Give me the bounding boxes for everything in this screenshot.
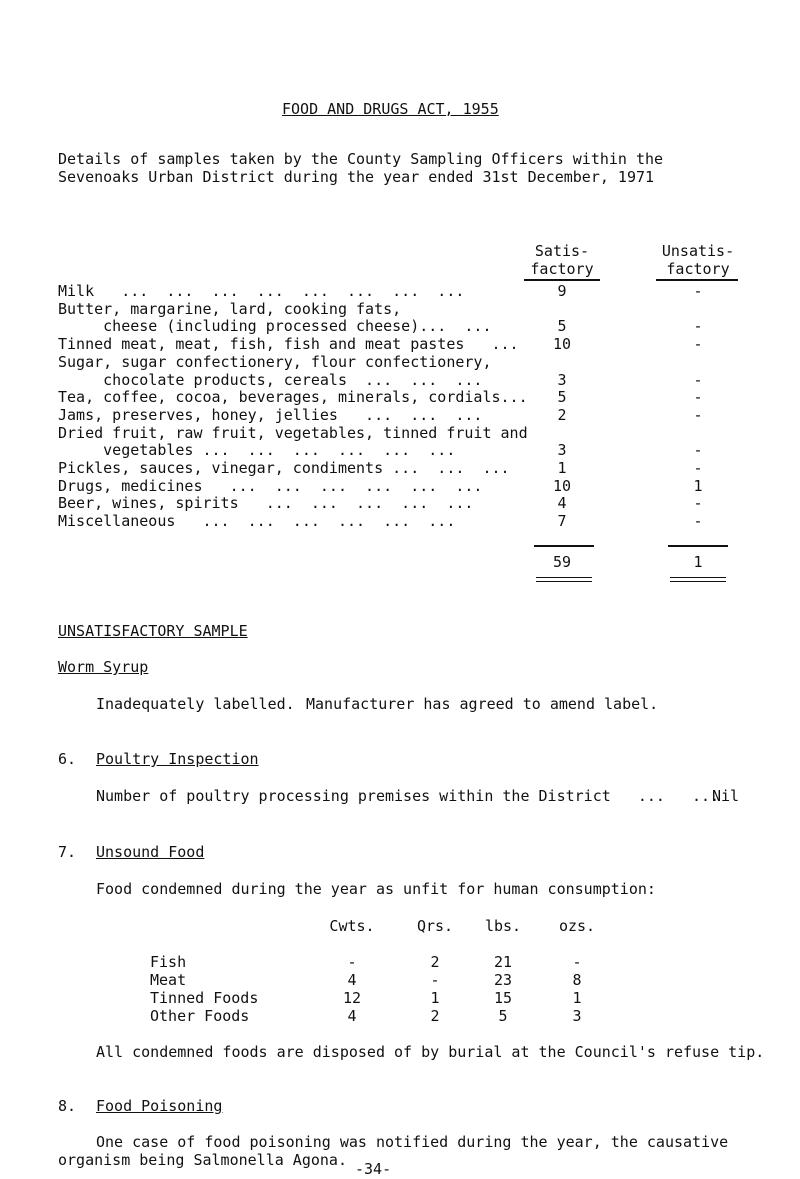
unsound-food-footer: All condemned foods are disposed of by burial at the Council's refuse tip.	[96, 1043, 765, 1061]
food-row-lbs: 23	[493, 971, 513, 989]
sample-row-unsatisfactory: -	[693, 512, 703, 531]
sample-row-satisfactory: 4	[557, 494, 567, 513]
sample-row-label: Beer, wines, spirits ... ... ... ... ...	[58, 494, 474, 513]
sample-row-unsatisfactory: 1	[693, 476, 703, 495]
food-row-qrs: 2	[430, 1007, 440, 1025]
food-row-lbs: 15	[493, 989, 513, 1007]
food-row-qrs: 1	[430, 989, 440, 1007]
header-satisfactory-underline	[524, 279, 600, 281]
sample-row-label: Tea, coffee, cocoa, beverages, minerals, cordials...	[58, 388, 528, 407]
sample-row-label: chocolate products, cereals ... ... ...	[58, 370, 483, 389]
sample-row-satisfactory: 3	[557, 441, 567, 460]
intro-line-1: Details of samples taken by the County Sampling Officers within the	[58, 150, 664, 168]
food-row-label: Other Foods	[150, 1007, 250, 1025]
sample-row-satisfactory: 9	[557, 282, 567, 300]
unsound-food-section-number: 7.	[58, 843, 77, 861]
food-row-cwts: 4	[347, 1007, 357, 1025]
food-poisoning-section-number: 8.	[58, 1097, 77, 1115]
sample-row-label: Dried fruit, raw fruit, vegetables, tinned fruit and	[58, 423, 528, 442]
sample-row-unsatisfactory: -	[693, 441, 703, 460]
sample-row-unsatisfactory: -	[693, 317, 703, 336]
food-row-ozs: 1	[572, 989, 582, 1007]
intro-line-2: Sevenoaks Urban District during the year ended 31st December, 1971	[58, 168, 655, 186]
sample-row-label: Miscellaneous ... ... ... ... ... ...	[58, 512, 456, 531]
food-row-ozs: 3	[572, 1007, 582, 1025]
unsatisfactory-sample-note-b: Manufacturer has agreed to amend label.	[306, 695, 659, 713]
page-title: FOOD AND DRUGS ACT, 1955	[282, 100, 499, 118]
food-poisoning-heading: Food Poisoning	[96, 1097, 223, 1115]
poultry-text: Number of poultry processing premises within the District ... ...	[96, 787, 720, 805]
sample-row-satisfactory: 2	[557, 405, 567, 424]
food-row-label: Tinned Foods	[150, 989, 259, 1007]
unsatisfactory-sample-note-a: Inadequately labelled.	[96, 695, 295, 713]
sample-row-satisfactory: 10	[552, 476, 572, 495]
sample-row-unsatisfactory: -	[693, 335, 703, 354]
unsound-food-intro: Food condemned during the year as unfit for human consumption:	[96, 880, 656, 898]
sample-row-label: Milk ... ... ... ... ... ... ... ...	[58, 282, 465, 300]
column-qrs: Qrs.	[416, 917, 454, 935]
header-unsatisfactory-underline	[656, 279, 738, 281]
sample-row-label: cheese (including processed cheese)... ...	[58, 317, 492, 336]
column-cwts: Cwts.	[329, 917, 375, 935]
food-row-cwts: -	[347, 953, 357, 971]
sample-row-satisfactory: 7	[557, 512, 567, 531]
sample-row-label: vegetables ... ... ... ... ... ...	[58, 441, 456, 460]
sample-row-unsatisfactory: -	[693, 282, 703, 300]
poultry-heading: Poultry Inspection	[96, 750, 259, 768]
food-row-lbs: 5	[498, 1007, 508, 1025]
sample-row-satisfactory: 10	[552, 335, 572, 354]
sample-row-unsatisfactory: -	[693, 388, 703, 407]
unsatisfactory-sample-item: Worm Syrup	[58, 658, 149, 676]
sample-row-unsatisfactory: -	[693, 459, 703, 477]
sample-row-satisfactory: 5	[557, 317, 567, 336]
food-row-ozs: 8	[572, 971, 582, 989]
unsatisfactory-sample-heading: UNSATISFACTORY SAMPLE	[58, 622, 248, 640]
food-row-label: Fish	[150, 953, 187, 971]
total-unsatisfactory: 1	[693, 553, 703, 571]
poultry-section-number: 6.	[58, 750, 77, 768]
food-poisoning-line-2: organism being Salmonella Agona.	[58, 1151, 347, 1169]
sample-row-unsatisfactory: -	[693, 405, 703, 424]
sample-row-label: Jams, preserves, honey, jellies ... ... ...	[58, 405, 483, 424]
food-row-cwts: 4	[347, 971, 357, 989]
sample-row-satisfactory: 3	[557, 370, 567, 389]
sample-row-label: Drugs, medicines ... ... ... ... ... ...	[58, 476, 483, 495]
sample-row-label: Butter, margarine, lard, cooking fats,	[58, 299, 402, 318]
total-double-rule-unsatisfactory	[670, 577, 726, 582]
column-ozs: ozs.	[558, 917, 596, 935]
food-row-qrs: -	[430, 971, 440, 989]
sample-row-label: Pickles, sauces, vinegar, condiments ... ... ...	[58, 459, 510, 477]
header-satisfactory-line-1: Satis-	[534, 242, 590, 260]
sample-row-satisfactory: 1	[557, 459, 567, 477]
sample-row-satisfactory: 5	[557, 388, 567, 407]
header-satisfactory-line-2: factory	[530, 260, 594, 278]
page-number: -34-	[355, 1160, 392, 1178]
sample-row-unsatisfactory: -	[693, 370, 703, 389]
header-unsatisfactory-line-1: Unsatis-	[661, 242, 735, 260]
column-lbs: lbs.	[484, 917, 522, 935]
total-satisfactory: 59	[552, 553, 572, 571]
food-poisoning-line-1: One case of food poisoning was notified during the year, the causative	[96, 1133, 729, 1151]
food-row-label: Meat	[150, 971, 187, 989]
total-rule-unsatisfactory	[668, 545, 728, 547]
food-row-cwts: 12	[342, 989, 362, 1007]
total-rule-satisfactory	[534, 545, 594, 547]
sample-row-unsatisfactory: -	[693, 494, 703, 513]
food-row-lbs: 21	[493, 953, 513, 971]
total-double-rule-satisfactory	[536, 577, 592, 582]
sample-row-label: Sugar, sugar confectionery, flour confectionery,	[58, 352, 492, 371]
header-unsatisfactory-line-2: factory	[666, 260, 730, 278]
unsound-food-heading: Unsound Food	[96, 843, 205, 861]
poultry-value: Nil	[712, 787, 740, 805]
food-row-qrs: 2	[430, 953, 440, 971]
food-row-ozs: -	[572, 953, 582, 971]
sample-row-label: Tinned meat, meat, fish, fish and meat pastes ...	[58, 335, 519, 354]
